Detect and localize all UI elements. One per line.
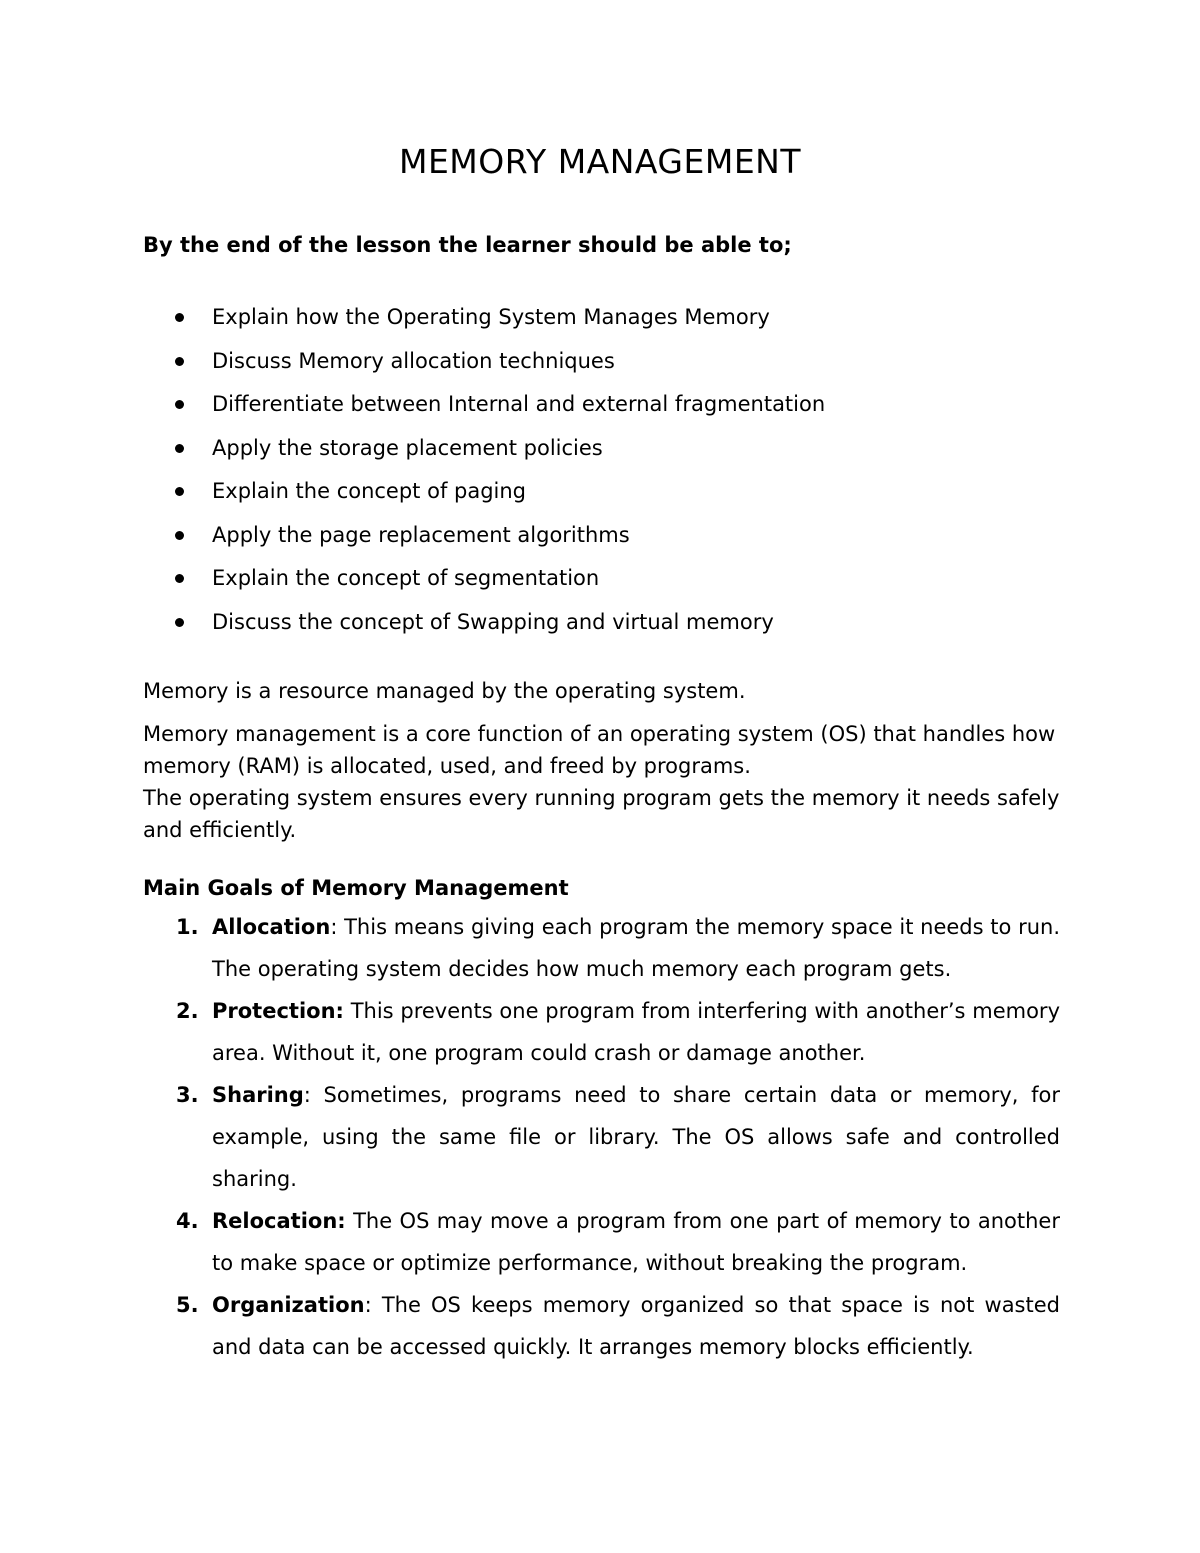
objective-text: Explain the concept of segmentation bbox=[212, 566, 600, 590]
bullet-icon bbox=[175, 400, 184, 409]
goal-number: 1. bbox=[176, 915, 199, 939]
bullet-icon bbox=[175, 618, 184, 627]
goal-text: This means giving each program the memory space it needs to run. The operating system decides how much memory each program gets. bbox=[212, 915, 1060, 981]
goal-item bbox=[143, 990, 1060, 1074]
goal-term: Protection: bbox=[212, 999, 344, 1023]
objective-text: Discuss the concept of Swapping and virtual memory bbox=[212, 609, 774, 634]
paragraph-memory-resource: Memory is a resource managed by the operating system. bbox=[143, 679, 746, 703]
goal-text: This prevents one program from interfering with another’s memory area. Without it, one program could crash or damage another. bbox=[212, 999, 1060, 1065]
goal-separator: : bbox=[330, 915, 345, 939]
goal-text: The OS may move a program from one part of memory to another to make space or optimize performance, without breaking the program. bbox=[212, 1209, 1060, 1275]
goal-separator: : bbox=[364, 1293, 382, 1317]
goal-item bbox=[143, 1074, 1060, 1200]
objective-item bbox=[143, 603, 825, 647]
objective-text: Discuss Memory allocation techniques bbox=[212, 348, 615, 373]
paragraph-line: The operating system ensures every running program gets the memory it needs safely and efficiently. bbox=[143, 786, 1060, 842]
bullet-icon bbox=[175, 574, 184, 583]
goal-item bbox=[143, 1200, 1060, 1284]
goal-term: Organization bbox=[212, 1293, 365, 1317]
objective-text: Apply the storage placement policies bbox=[212, 435, 603, 460]
page-title: MEMORY MANAGEMENT bbox=[398, 142, 802, 181]
objective-item bbox=[143, 342, 825, 386]
objectives-intro: By the end of the lesson the learner should be able to; bbox=[143, 233, 792, 257]
goal-item bbox=[143, 1284, 1060, 1368]
objective-item bbox=[143, 559, 825, 603]
goal-term: Allocation bbox=[212, 915, 331, 939]
goals-heading: Main Goals of Memory Management bbox=[143, 876, 569, 900]
bullet-icon bbox=[175, 444, 184, 453]
objective-item bbox=[143, 385, 825, 429]
goal-item bbox=[143, 906, 1060, 990]
goal-number: 3. bbox=[176, 1083, 199, 1107]
goals-list bbox=[143, 906, 1060, 1368]
bullet-icon bbox=[175, 357, 184, 366]
goal-text: Sometimes, programs need to share certain data or memory, for example, using the same file or library. The OS allows safe and controlled sharing. bbox=[212, 1083, 1060, 1191]
objective-item bbox=[143, 429, 825, 473]
bullet-icon bbox=[175, 487, 184, 496]
goal-text: The OS keeps memory organized so that space is not wasted and data can be accessed quickly. It arranges memory blocks efficiently. bbox=[212, 1293, 1060, 1359]
bullet-icon bbox=[175, 531, 184, 540]
goal-term: Relocation: bbox=[212, 1209, 346, 1233]
objective-item bbox=[143, 298, 825, 342]
goal-number: 5. bbox=[176, 1293, 199, 1317]
objective-item bbox=[143, 516, 825, 560]
objective-item bbox=[143, 472, 825, 516]
goal-separator: : bbox=[303, 1083, 324, 1107]
paragraph-line: Memory management is a core function of an operating system (OS) that handles how memory (RAM) is allocated, used, and freed by programs. bbox=[143, 722, 1056, 778]
goal-term: Sharing bbox=[212, 1083, 304, 1107]
goal-number: 4. bbox=[176, 1209, 199, 1233]
goal-separator bbox=[344, 999, 351, 1023]
objective-text: Differentiate between Internal and external fragmentation bbox=[212, 392, 826, 416]
paragraph-memory-management bbox=[143, 718, 1063, 846]
objectives-list bbox=[143, 298, 825, 646]
objective-text: Apply the page replacement algorithms bbox=[212, 522, 630, 547]
bullet-icon bbox=[175, 313, 184, 322]
objective-text: Explain the concept of paging bbox=[212, 479, 527, 503]
goal-separator bbox=[346, 1209, 353, 1233]
objective-text: Explain how the Operating System Manages Memory bbox=[212, 305, 770, 329]
goal-number: 2. bbox=[176, 999, 199, 1023]
